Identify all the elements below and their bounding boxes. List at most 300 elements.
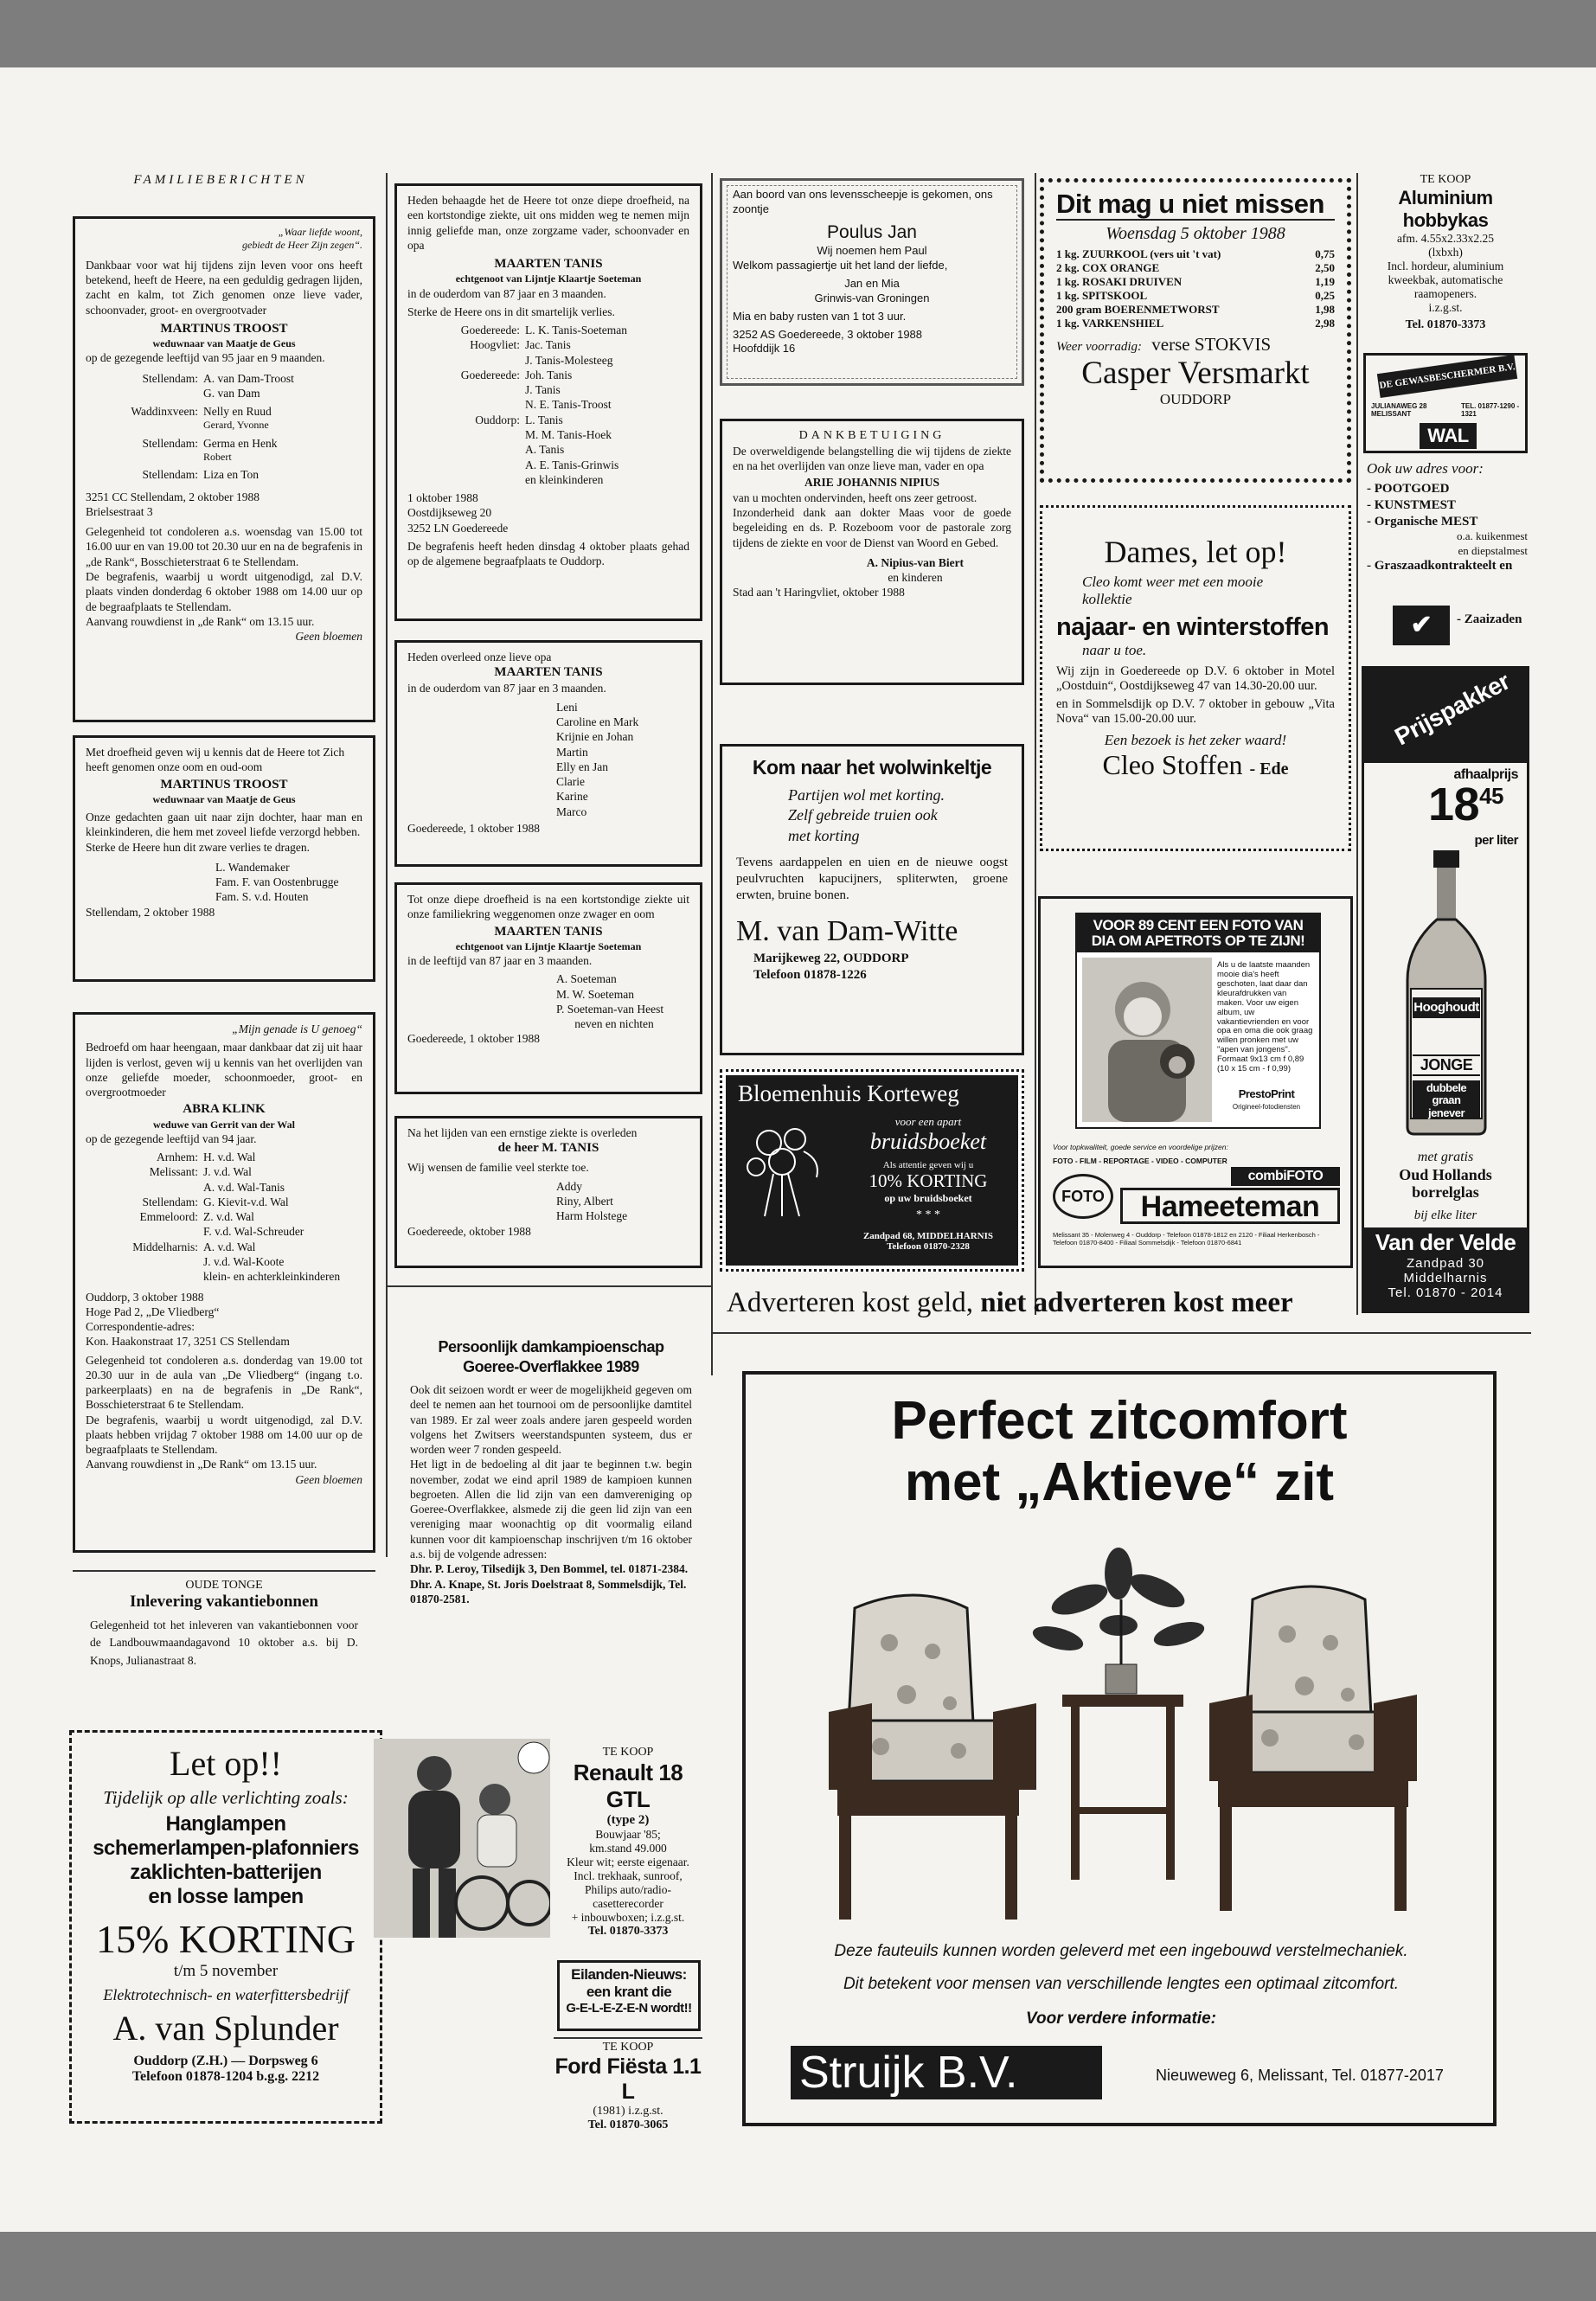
- parents-name: Grinwis-van Groningen: [814, 291, 930, 304]
- obituary-footer: Stellendam, 2 oktober 1988: [86, 905, 215, 919]
- ad-address: Middelharnis: [1403, 1271, 1488, 1285]
- ad-line: Philips auto/radio-: [584, 1883, 672, 1896]
- ad-line: i.z.g.st.: [1428, 301, 1463, 314]
- ad-text: en in Sommelsdijk op D.V. 7 oktober in gebouw „Vita Nova“ van 15.00-20.00 uur.: [1056, 697, 1335, 726]
- gewas-item: - KUNSTMEST: [1367, 497, 1456, 512]
- signatories: [86, 860, 362, 905]
- family-name: Joh. Tanis: [525, 368, 573, 381]
- foto-shop-name: Hameeteman: [1120, 1188, 1340, 1224]
- signatory: Martin: [556, 745, 588, 759]
- obituary-text: Wij wensen de familie veel sterkte toe.: [407, 1161, 589, 1175]
- ad-place: - Ede: [1249, 760, 1289, 779]
- obituary-text: Sterke de Heere ons in dit smartelijk verlies.: [407, 304, 615, 318]
- obituary-intro: Bedroefd om haar heengaan, maar dankbaar dat zij uit haar lijden is verlost, geven wij u kennis van het overlijden van onze geliefde moeder, schoonmoeder, groot- en overgrootmoeder: [86, 1041, 362, 1099]
- ad-label: TE KOOP: [602, 2041, 654, 2054]
- price-row: [1056, 261, 1335, 275]
- address-line: Correspondentie-adres:: [86, 1320, 195, 1334]
- vk-logo-icon: ✔: [1410, 611, 1433, 639]
- ad-text: Wij zijn in Goedereede op D.V. 6 oktober in Motel „Oostduin“, Oostdijkseweg 47 van 14.30-20.00 uur.: [1056, 664, 1335, 693]
- deceased-age: in de ouderdom van 87 jaar en 3 maanden.: [407, 682, 606, 695]
- ad-shop-name: Casper Versmarkt: [1081, 356, 1310, 392]
- article-address: Dhr. P. Leroy, Tilsedijk 3, Den Bommel, tel. 01871-2384.: [410, 1562, 689, 1576]
- grandchildren: klein- en achterkleinkinderen: [203, 1270, 341, 1284]
- signatory: P. Soeteman-van Heest: [556, 1002, 664, 1016]
- ad-subline: voor een apart: [894, 1115, 962, 1128]
- deceased-name: MAARTEN TANIS: [494, 924, 603, 939]
- price-value: 2,50: [1315, 261, 1335, 275]
- signatory: Krijnie en Johan: [556, 730, 634, 744]
- ad-shop: [1056, 749, 1335, 781]
- foto-services: FOTO - FILM - REPORTAGE - VIDEO - COMPUTER: [1053, 1157, 1227, 1165]
- ad-renault: [554, 1746, 702, 1988]
- price-main: [1428, 781, 1503, 828]
- obituary-intro: Met droefheid geven wij u kennis dat de Heere tot Zich heeft genomen onze oom en oud-oom: [86, 746, 345, 774]
- family-name: Z. v.d. Wal: [203, 1210, 254, 1224]
- ad-label: TE KOOP: [1420, 173, 1471, 186]
- family-place: Emmeloord:: [139, 1210, 198, 1224]
- banner-part: niet adverteren kost meer: [980, 1287, 1293, 1318]
- price-value: 2,98: [1315, 317, 1335, 330]
- family-place: Middelharnis:: [132, 1240, 198, 1253]
- ad-text: Dit betekent voor mensen van verschillende lengtes een optimaal zitcomfort.: [843, 1975, 1400, 1993]
- gewas-name: DE GEWASBESCHERMER B.V.: [1377, 355, 1517, 398]
- ad-phone: Tel. 01870-3373: [587, 1925, 669, 1938]
- foto-service: Voor topkwaliteit, goede service en voordelige prijzen:: [1053, 1143, 1228, 1151]
- ad-slogan: Een bezoek is het zeker waard!: [1104, 732, 1287, 748]
- column-rule: [711, 173, 713, 1375]
- family-name: L. K. Tanis-Soeteman: [525, 324, 628, 337]
- family-list: [407, 323, 689, 487]
- ad-date: Woensdag 5 oktober 1988: [1106, 224, 1285, 244]
- signatory: Harm Holstege: [556, 1209, 628, 1223]
- address-line: 3251 CC Stellendam, 2 oktober 1988: [86, 490, 260, 503]
- ad-wolwinkeltje: [720, 744, 1024, 1055]
- family-name: G. Kievit-v.d. Wal: [203, 1195, 289, 1208]
- notice-place: OUDE TONGE: [185, 1579, 263, 1592]
- obituary-intro: Dankbaar voor wat hij tijdens zijn leven voor ons heeft betekend, heeft de Heere, na een geduldig gedragen lijden, zacht en kalm, tot Zich genomen onze lieve vader, schoonvader, groot- en overgrootvader: [86, 258, 362, 317]
- gewas-vk-logo: [1393, 606, 1450, 645]
- gewas-item: - POOTGOED: [1367, 482, 1450, 496]
- foto-brand-sub: Origineel-fotodiensten: [1232, 1103, 1301, 1111]
- price-item: 2 kg. COX ORANGE: [1056, 261, 1160, 275]
- birth-text: Mia en baby rusten van 1 tot 3 uur.: [733, 309, 907, 323]
- price-value: 0,25: [1315, 289, 1335, 303]
- family-name: J. v.d. Wal: [203, 1165, 252, 1179]
- ad-headline: met „Aktieve“ zit: [904, 1452, 1335, 1513]
- ad-subline: Partijen wol met korting.: [788, 786, 945, 804]
- ad-title: Aluminium hobbykas: [1398, 187, 1493, 231]
- deceased-name: ABRA KLINK: [183, 1102, 266, 1117]
- deceased-age: in de ouderdom van 87 jaar en 3 maanden.: [407, 286, 606, 300]
- foto-text: Als u de laatste maanden mooie dia's heeft geschoten, laat daar dan kleurafdrukken van maken. Voor uw eigen album, uw vakantievrienden en voor opa en oma die ook graag willen pronken met uw "apen van jongens". Formaat 9x13 cm f 0,89 (10 x 15 cm - f 0,99): [1217, 960, 1313, 1074]
- price-row: [1056, 247, 1335, 261]
- obituary-intro: Tot onze diepe droefheid is na een kortstondige ziekte uit onze familiekring weggenomen onze zwager en oom: [407, 893, 689, 921]
- family-name: Nelly en Ruud: [203, 405, 272, 419]
- ad-line: kweekbak, automatische: [1388, 273, 1503, 286]
- ad-title: Ford Fiësta 1.1 L: [554, 2054, 702, 2104]
- ad-restock: [1056, 334, 1335, 356]
- deceased-spouse: weduwe van Gerrit van der Wal: [153, 1118, 295, 1131]
- bottle-type: JONGE: [1413, 1054, 1480, 1076]
- price-row: [1056, 303, 1335, 317]
- family-place: Arnhem:: [157, 1150, 198, 1164]
- ad-line: Incl. trekhaak, sunroof,: [574, 1869, 683, 1882]
- ad-phone: Telefoon 01878-1204 b.g.g. 2212: [131, 2069, 320, 2084]
- ad-line: (1981) i.z.g.st.: [593, 2105, 663, 2118]
- family-place: Goedereede:: [460, 324, 520, 337]
- obituary-footer: Goedereede, 1 oktober 1988: [407, 1032, 540, 1046]
- ad-item: schemerlampen-plafonniers: [93, 1836, 359, 1860]
- decorative-border: [727, 185, 1017, 379]
- deceased-age: op de gezegende leeftijd van 94 jaar.: [86, 1131, 257, 1145]
- prijspakker-label: Prijspakker: [1390, 667, 1515, 751]
- help-photo: [374, 1739, 550, 1938]
- article-title: Persoonlijk damkampioenschap: [438, 1338, 664, 1356]
- gewas-wal-logo: WAL: [1420, 423, 1477, 449]
- ad-address: Marijkeweg 22, OUDDORP: [753, 951, 909, 965]
- address-line: Hoofddijk 16: [733, 342, 796, 356]
- foto-logo: FOTO: [1053, 1174, 1113, 1219]
- address-line: Oostdijkseweg 20: [407, 506, 492, 520]
- obituary-intro: Heden overleed onze lieve opa: [407, 651, 552, 663]
- ad-discount: 15% KORTING: [95, 1917, 356, 1961]
- birth-announcement: [720, 178, 1024, 386]
- ad-phone: Tel. 01870-3065: [587, 2118, 669, 2131]
- ad-discount: 10% KORTING: [869, 1170, 988, 1191]
- ad-line: casetterecorder: [593, 1897, 663, 1910]
- condolence-info: Gelegenheid tot condoleren a.s. donderdag van 19.00 tot 20.30 uur in de aula van „De Vliedberg“ (ingang t.o. parkeerplaats) en na de begrafenis in „De Rank“, Bosschieterstraat 6 te Stellendam.: [86, 1353, 362, 1412]
- signatory: Fam. S. v.d. Houten: [215, 890, 309, 904]
- ad-line: Kleur wit; eerste eigenaar.: [567, 1856, 689, 1868]
- price-item: 1 kg. ZUURKOOL (vers uit 't vat): [1056, 247, 1221, 261]
- foto-headline: [1077, 914, 1319, 952]
- deceased-name: MARTINUS TROOST: [160, 777, 288, 792]
- obituary-tanis-family: [394, 882, 702, 1094]
- ad-subline: Tijdelijk op alle verlichting zoals:: [103, 1787, 349, 1808]
- deceased-spouse: weduwnaar van Maatje de Geus: [152, 792, 296, 805]
- price-value: 0,75: [1315, 247, 1335, 261]
- row-rule: [386, 1285, 711, 1287]
- gewas-item: - Graszaadkontrakteelt en: [1367, 558, 1513, 573]
- ad-bloemenhuis-korteweg: [720, 1069, 1024, 1272]
- ad-item: Hanglampen: [165, 1812, 286, 1836]
- ad-line: op uw bruidsboeket: [884, 1192, 972, 1204]
- ad-line: Incl. hordeur, aluminium: [1387, 260, 1504, 272]
- parents-name: Jan en Mia: [844, 276, 900, 290]
- ad-subline-group: [736, 785, 1008, 845]
- ad-van-der-velde: [1362, 666, 1529, 1313]
- ad-line: G-E-L-E-Z-E-N wordt!!: [566, 2001, 692, 2016]
- address-line: Ouddorp, 3 oktober 1988: [86, 1290, 204, 1304]
- gratis-label: met gratis: [1417, 1150, 1474, 1164]
- signatory: M. W. Soeteman: [556, 987, 634, 1001]
- ad-until: t/m 5 november: [173, 1962, 279, 1980]
- signatory: Addy: [556, 1179, 582, 1193]
- armchairs-illustration: [820, 1548, 1426, 1954]
- family-place: Hoogvliet:: [470, 338, 520, 352]
- deceased-spouse: weduwnaar van Maatje de Geus: [152, 336, 296, 349]
- gewas-extra: o.a. kuikenmest: [1457, 529, 1528, 543]
- price-row: [1056, 275, 1335, 289]
- price-item: 1 kg. ROSAKI DRUIVEN: [1056, 275, 1183, 289]
- gewas-list: [1367, 481, 1528, 574]
- ad-line: + inbouwboxen; i.z.g.st.: [571, 1911, 685, 1924]
- column-rule: [386, 173, 388, 1557]
- deceased-name: MAARTEN TANIS: [494, 257, 603, 272]
- row-rule: [711, 1332, 1531, 1334]
- price-list: [1056, 247, 1335, 330]
- price-item: 200 gram BOERENMETWORST: [1056, 303, 1220, 317]
- ad-line: Eilanden-Nieuws:: [571, 1966, 687, 1983]
- ad-line: km.stand 49.000: [589, 1842, 667, 1855]
- address-line: 1 oktober 1988: [407, 491, 478, 505]
- vakantiebonnen-notice: [73, 1570, 375, 1713]
- ad-shop-name: A. van Splunder: [112, 2009, 339, 2048]
- family-place: Stellendam:: [142, 436, 198, 450]
- price-label: afhaalprijs: [1453, 767, 1518, 782]
- obituary-tanis-holstege: [394, 1116, 702, 1268]
- family-name: M. M. Tanis-Hoek: [525, 428, 612, 441]
- foto-headline-line: VOOR 89 CENT EEN FOTO VAN: [1093, 917, 1304, 933]
- ad-line: raamopeners.: [1413, 287, 1477, 300]
- ad-address: Zandpad 68, MIDDELHARNIS: [862, 1231, 994, 1241]
- family-name: J. Tanis: [525, 383, 561, 397]
- birth-text: Welkom passagiertje uit het land der liefde,: [733, 258, 948, 272]
- foto-brand: PrestoPrint: [1238, 1087, 1295, 1100]
- article-title: Goeree-Overflakkee 1989: [463, 1358, 639, 1376]
- ad-eilanden-nieuws: [557, 1960, 701, 2031]
- ad-van-splunder: [69, 1730, 382, 2124]
- condolence-info: Gelegenheid tot condoleren a.s. woensdag van 15.00 tot 16.00 uur en van 19.00 tot 20.30 uur en na de begrafenis in „de Rank“, Bosschieterstraat 6 te Stellendam.: [86, 525, 362, 568]
- ad-ford-fiesta: [554, 2037, 702, 2131]
- price-unit: per liter: [1474, 833, 1518, 848]
- ad-separator: * * *: [916, 1208, 940, 1221]
- ad-product: najaar- en winterstoffen: [1056, 613, 1330, 641]
- ad-address: Zandpad 30: [1406, 1256, 1485, 1271]
- signatory: Clarie: [556, 775, 585, 789]
- obituary-footer: Goedereede, 1 oktober 1988: [407, 821, 540, 835]
- address-line: Brielsestraat 3: [86, 504, 153, 518]
- deceased-name: MARTINUS TROOST: [160, 321, 288, 336]
- ad-headline: Dit mag u niet missen: [1056, 189, 1335, 221]
- ad-phone: Telefoon 01878-1226: [753, 967, 867, 982]
- column-rule: [1035, 173, 1036, 1315]
- signatory: neven en nichten: [574, 1017, 654, 1031]
- banner-part: Adverteren kost geld,: [727, 1287, 973, 1318]
- ad-cleo-stoffen: [1040, 505, 1351, 851]
- motto-line: „Mijn genade is U genoeg“: [232, 1022, 362, 1035]
- family-name: G. van Dam: [203, 386, 260, 400]
- ad-text: Tevens aardappelen en uien en de nieuwe oogst peulvruchten kapucijners, spliterwten, groene erwten, bruine bonen.: [736, 855, 1008, 902]
- deceased-spouse: echtgenoot van Lijntje Klaartje Soeteman: [455, 272, 642, 285]
- ad-black-panel: [726, 1075, 1018, 1266]
- gewas-item: - Organische MEST: [1367, 514, 1478, 529]
- family-place: Melissant:: [149, 1165, 198, 1179]
- address-line: 3252 LN Goedereede: [407, 521, 509, 535]
- signatories: [407, 700, 689, 819]
- gewas-address: JULIANAWEG 28 MELISSANT: [1371, 402, 1427, 418]
- family-name: N. E. Tanis-Troost: [525, 398, 612, 412]
- family-name: F. v.d. Wal-Schreuder: [203, 1225, 304, 1239]
- family-name: A. van Dam-Troost: [203, 371, 294, 385]
- gewas-extra: en diepstalmest: [1458, 543, 1528, 557]
- birth-text: Wij noemen hem Paul: [817, 244, 927, 258]
- ad-subline: Zelf gebreide truien ook: [788, 806, 938, 824]
- family-list: [86, 1150, 362, 1284]
- ad-subline: Cleo komt weer met een mooie: [1082, 574, 1264, 590]
- ad-subline: met korting: [788, 826, 860, 844]
- ad-subline: kollektie: [1082, 591, 1132, 607]
- family-name: Germa en Henk: [203, 436, 278, 450]
- deceased-name: ARIE JOHANNIS NIPIUS: [804, 476, 940, 490]
- motto-line: „Waar liefde woont,: [278, 226, 362, 238]
- obituary-troost: [73, 216, 375, 722]
- ad-shop-name: Van der Velde: [1375, 1229, 1516, 1255]
- family-place: Stellendam:: [142, 371, 198, 385]
- gewas-seeds: - Zaaizaden: [1457, 612, 1522, 626]
- family-name: A. Tanis: [525, 443, 565, 457]
- section-title: FAMILIEBERICHTEN: [133, 173, 308, 187]
- prijspakker-banner: [1363, 668, 1528, 763]
- ad-title: Renault 18 GTL: [573, 1759, 683, 1812]
- dank-text: van u mochten ondervinden, heeft ons zeer getroost.: [733, 490, 977, 504]
- article-text: Het ligt in de bedoeling al dit jaar te beginnen t.w. begin november, zodat we eind april 1989 de kampioen kunnen begroeten. Allen die lid zijn van een damvereniging op Goeree-Overflakkee, alsmede zij die geen lid zijn van een vereniging maar woonachtig op dit voormalig eiland kunnen voor dit kampioenschap inschrijven t/m 16 oktober a.s. bij de volgende adressen:: [410, 1458, 692, 1561]
- ad-address: Nieuweweg 6, Melissant, Tel. 01877-2017: [1156, 2067, 1444, 2084]
- obituary-troost-2: [73, 735, 375, 982]
- ad-shop-type: Elektrotechnisch- en waterfittersbedrijf: [103, 1986, 349, 2003]
- family-name: Robert: [203, 451, 232, 464]
- obituary-tanis: [394, 183, 702, 621]
- obituary-klink: [73, 1012, 375, 1553]
- family-name: L. Tanis: [525, 413, 563, 426]
- family-name: J. Tanis-Molesteeg: [525, 353, 613, 367]
- ad-line: Bouwjaar '85;: [595, 1828, 661, 1841]
- gift-condition: bij elke liter: [1413, 1208, 1477, 1222]
- address-line: 3252 AS Goedereede, 3 oktober 1988: [733, 327, 923, 341]
- ad-restock-item: verse STOKVIS: [1151, 334, 1272, 356]
- dankbetuiging: [720, 419, 1024, 685]
- price-row: [1056, 289, 1335, 303]
- ad-restock-label: Weer voorradig:: [1056, 340, 1143, 355]
- ad-subtitle: (type 2): [606, 1813, 650, 1827]
- ad-gewasbeschermer: [1363, 353, 1528, 656]
- ad-phone: Tel. 01870 - 2014: [1388, 1285, 1503, 1300]
- notice-text: Gelegenheid tot het inleveren van vakantiebonnen voor de Landbouwmaandagavond 10 oktober a.s. bij D. Knops, Julianastraat 8.: [90, 1618, 358, 1667]
- signatory: Karine: [556, 790, 588, 804]
- obituary-text: Sterke de Heere hun dit zware verlies te dragen.: [86, 840, 311, 854]
- signatory: Riny, Albert: [556, 1194, 613, 1208]
- motto-line: gebiedt de Heer Zijn zegen“.: [242, 239, 362, 252]
- ad-text: Voor verdere informatie:: [1026, 2009, 1216, 2028]
- service-info: Aanvang rouwdienst in „De Rank“ om 13.15 uur.: [86, 1458, 317, 1471]
- family-name: Jac. Tanis: [525, 338, 571, 352]
- signatory: Elly en Jan: [556, 760, 608, 773]
- family-name: A. v.d. Wal: [203, 1240, 256, 1253]
- van-der-velde-footer: [1363, 1227, 1528, 1312]
- baby-name: Poulus Jan: [827, 221, 917, 242]
- obituary-tanis-grandchildren: [394, 640, 702, 867]
- address-line: Hoge Pad 2, „De Vliedberg“: [86, 1304, 220, 1318]
- family-name: H. v.d. Wal: [203, 1150, 256, 1164]
- ad-line: afm. 4.55x2.33x2.25: [1396, 232, 1495, 245]
- price-cents: 45: [1479, 783, 1503, 809]
- ad-help-kollekte: [374, 1739, 550, 2124]
- dank-title: DANKBETUIGING: [798, 429, 945, 442]
- deceased-age: in de leeftijd van 87 jaar en 3 maanden.: [407, 954, 593, 968]
- signatories: [407, 1179, 689, 1224]
- family-place: Waddinxveen:: [131, 405, 198, 419]
- bottle-brand: Hooghoudt: [1413, 997, 1480, 1018]
- family-list: [86, 371, 362, 483]
- ad-product: bruidsboeket: [869, 1129, 987, 1154]
- ad-item: en losse lampen: [148, 1885, 304, 1908]
- dank-footer: Stad aan 't Haringvliet, oktober 1988: [733, 586, 905, 599]
- birth-text: Aan boord van ons levensscheepje is gekomen, ons zoontje: [733, 188, 993, 215]
- foto-headline-line: DIA OM APETROTS OP TE ZIJN!: [1091, 932, 1305, 949]
- ad-shop-name: M. van Dam-Witte: [736, 915, 958, 948]
- ad-place: OUDDORP: [1159, 390, 1232, 407]
- ad-hobbykas: [1363, 173, 1528, 337]
- ad-text-group: [838, 1115, 1018, 1252]
- signatory: Fam. F. van Oostenbrugge: [215, 875, 339, 889]
- family-place: Stellendam:: [142, 1195, 198, 1208]
- funeral-info: De begrafenis heeft heden dinsdag 4 oktober plaats gehad op de algemene begraafplaats te Ouddorp.: [407, 539, 689, 568]
- bottle-sub: dubbele graan jenever: [1413, 1080, 1480, 1118]
- signatories: [407, 971, 689, 1031]
- damkampioenschap-article: [400, 1337, 702, 1699]
- family-place: Ouddorp:: [475, 413, 520, 426]
- family-name: Liza en Ton: [203, 468, 260, 482]
- ad-company-name: Struijk B.V.: [791, 2046, 1102, 2099]
- ad-label: TE KOOP: [602, 1746, 654, 1759]
- deceased-spouse: echtgenoot van Lijntje Klaartje Soeteman: [455, 939, 642, 952]
- ad-phone: Tel. 01870-3373: [1405, 318, 1486, 331]
- ad-shop-name: Cleo Stoffen: [1102, 749, 1243, 780]
- article-address: Dhr. A. Knape, St. Joris Doelstraat 8, Sommelsdijk, Tel. 01870-2581.: [410, 1577, 687, 1606]
- service-info: Aanvang rouwdienst in „de Rank“ om 13.15 uur.: [86, 614, 315, 628]
- signatory: Marco: [556, 804, 587, 818]
- deceased-age: op de gezegende leeftijd van 95 jaar en 9 maanden.: [86, 351, 325, 365]
- signatory: A. Nipius-van Biert: [866, 555, 965, 569]
- obituary-text: Onze gedachten gaan uit naar zijn dochter, haar man en kleinkinderen, die hem met zoveel liefde verzorgd hebben.: [86, 811, 362, 839]
- obituary-footer: Goedereede, oktober 1988: [407, 1224, 531, 1238]
- funeral-info: De begrafenis, waarbij u wordt uitgenodigd, zal D.V. plaats vinden donderdag 6 oktober 1988 om 14.00 uur op de begraafplaats te Stellendam.: [86, 569, 362, 613]
- ad-address: Ouddorp (Z.H.) — Dorpsweg 6: [133, 2054, 318, 2068]
- gewas-sub: Ook uw adres voor:: [1367, 460, 1484, 477]
- gewas-phone: TEL. 01877-1290 - 1321: [1461, 402, 1520, 418]
- dank-text: De overweldigende belangstelling die wij tijdens de ziekte en na het overlijden van onze lieve man, vader en opa: [733, 444, 1011, 473]
- dank-text: Inzonderheid dank aan dokter Maas voor de goede begeleiding en ds. P. Rozeboom voor de pastorale zorg tijdens de ziekte en voor de Dienst van Woord en Gebed.: [733, 505, 1011, 549]
- notice-title: Inlevering vakantiebonnen: [129, 1593, 318, 1611]
- combi-foto-label: combiFOTO: [1231, 1167, 1340, 1186]
- price-euros: 18: [1428, 779, 1480, 830]
- ad-phone: Telefoon 01870-2328: [887, 1241, 970, 1252]
- funeral-info: De begrafenis, waarbij u wordt uitgenodigd, zal D.V. plaats hebben vrijdag 7 oktober 1988 om 14.00 uur op de begraafplaats te Stellendam.: [86, 1413, 362, 1457]
- ad-headline: Let op!!: [170, 1744, 282, 1783]
- ad-headline: Perfect zitcomfort: [891, 1391, 1348, 1451]
- price-row: [1056, 317, 1335, 330]
- family-name: J. v.d. Wal-Koote: [203, 1255, 285, 1268]
- ad-text: Deze fauteuils kunnen worden geleverd met een ingebouwd verstelmechaniek.: [834, 1942, 1408, 1960]
- family-name: A. E. Tanis-Grinwis: [525, 458, 619, 471]
- ad-hameeteman-foto: [1038, 896, 1353, 1268]
- ad-headline: Kom naar het wolwinkeltje: [752, 756, 992, 779]
- ad-struijk: [742, 1371, 1497, 2126]
- family-name: A. v.d. Wal-Tanis: [203, 1180, 285, 1194]
- grandchildren: en kleinkinderen: [525, 472, 604, 486]
- ad-headline: Dames, let op!: [1104, 535, 1287, 569]
- bouquet-icon: [734, 1117, 830, 1221]
